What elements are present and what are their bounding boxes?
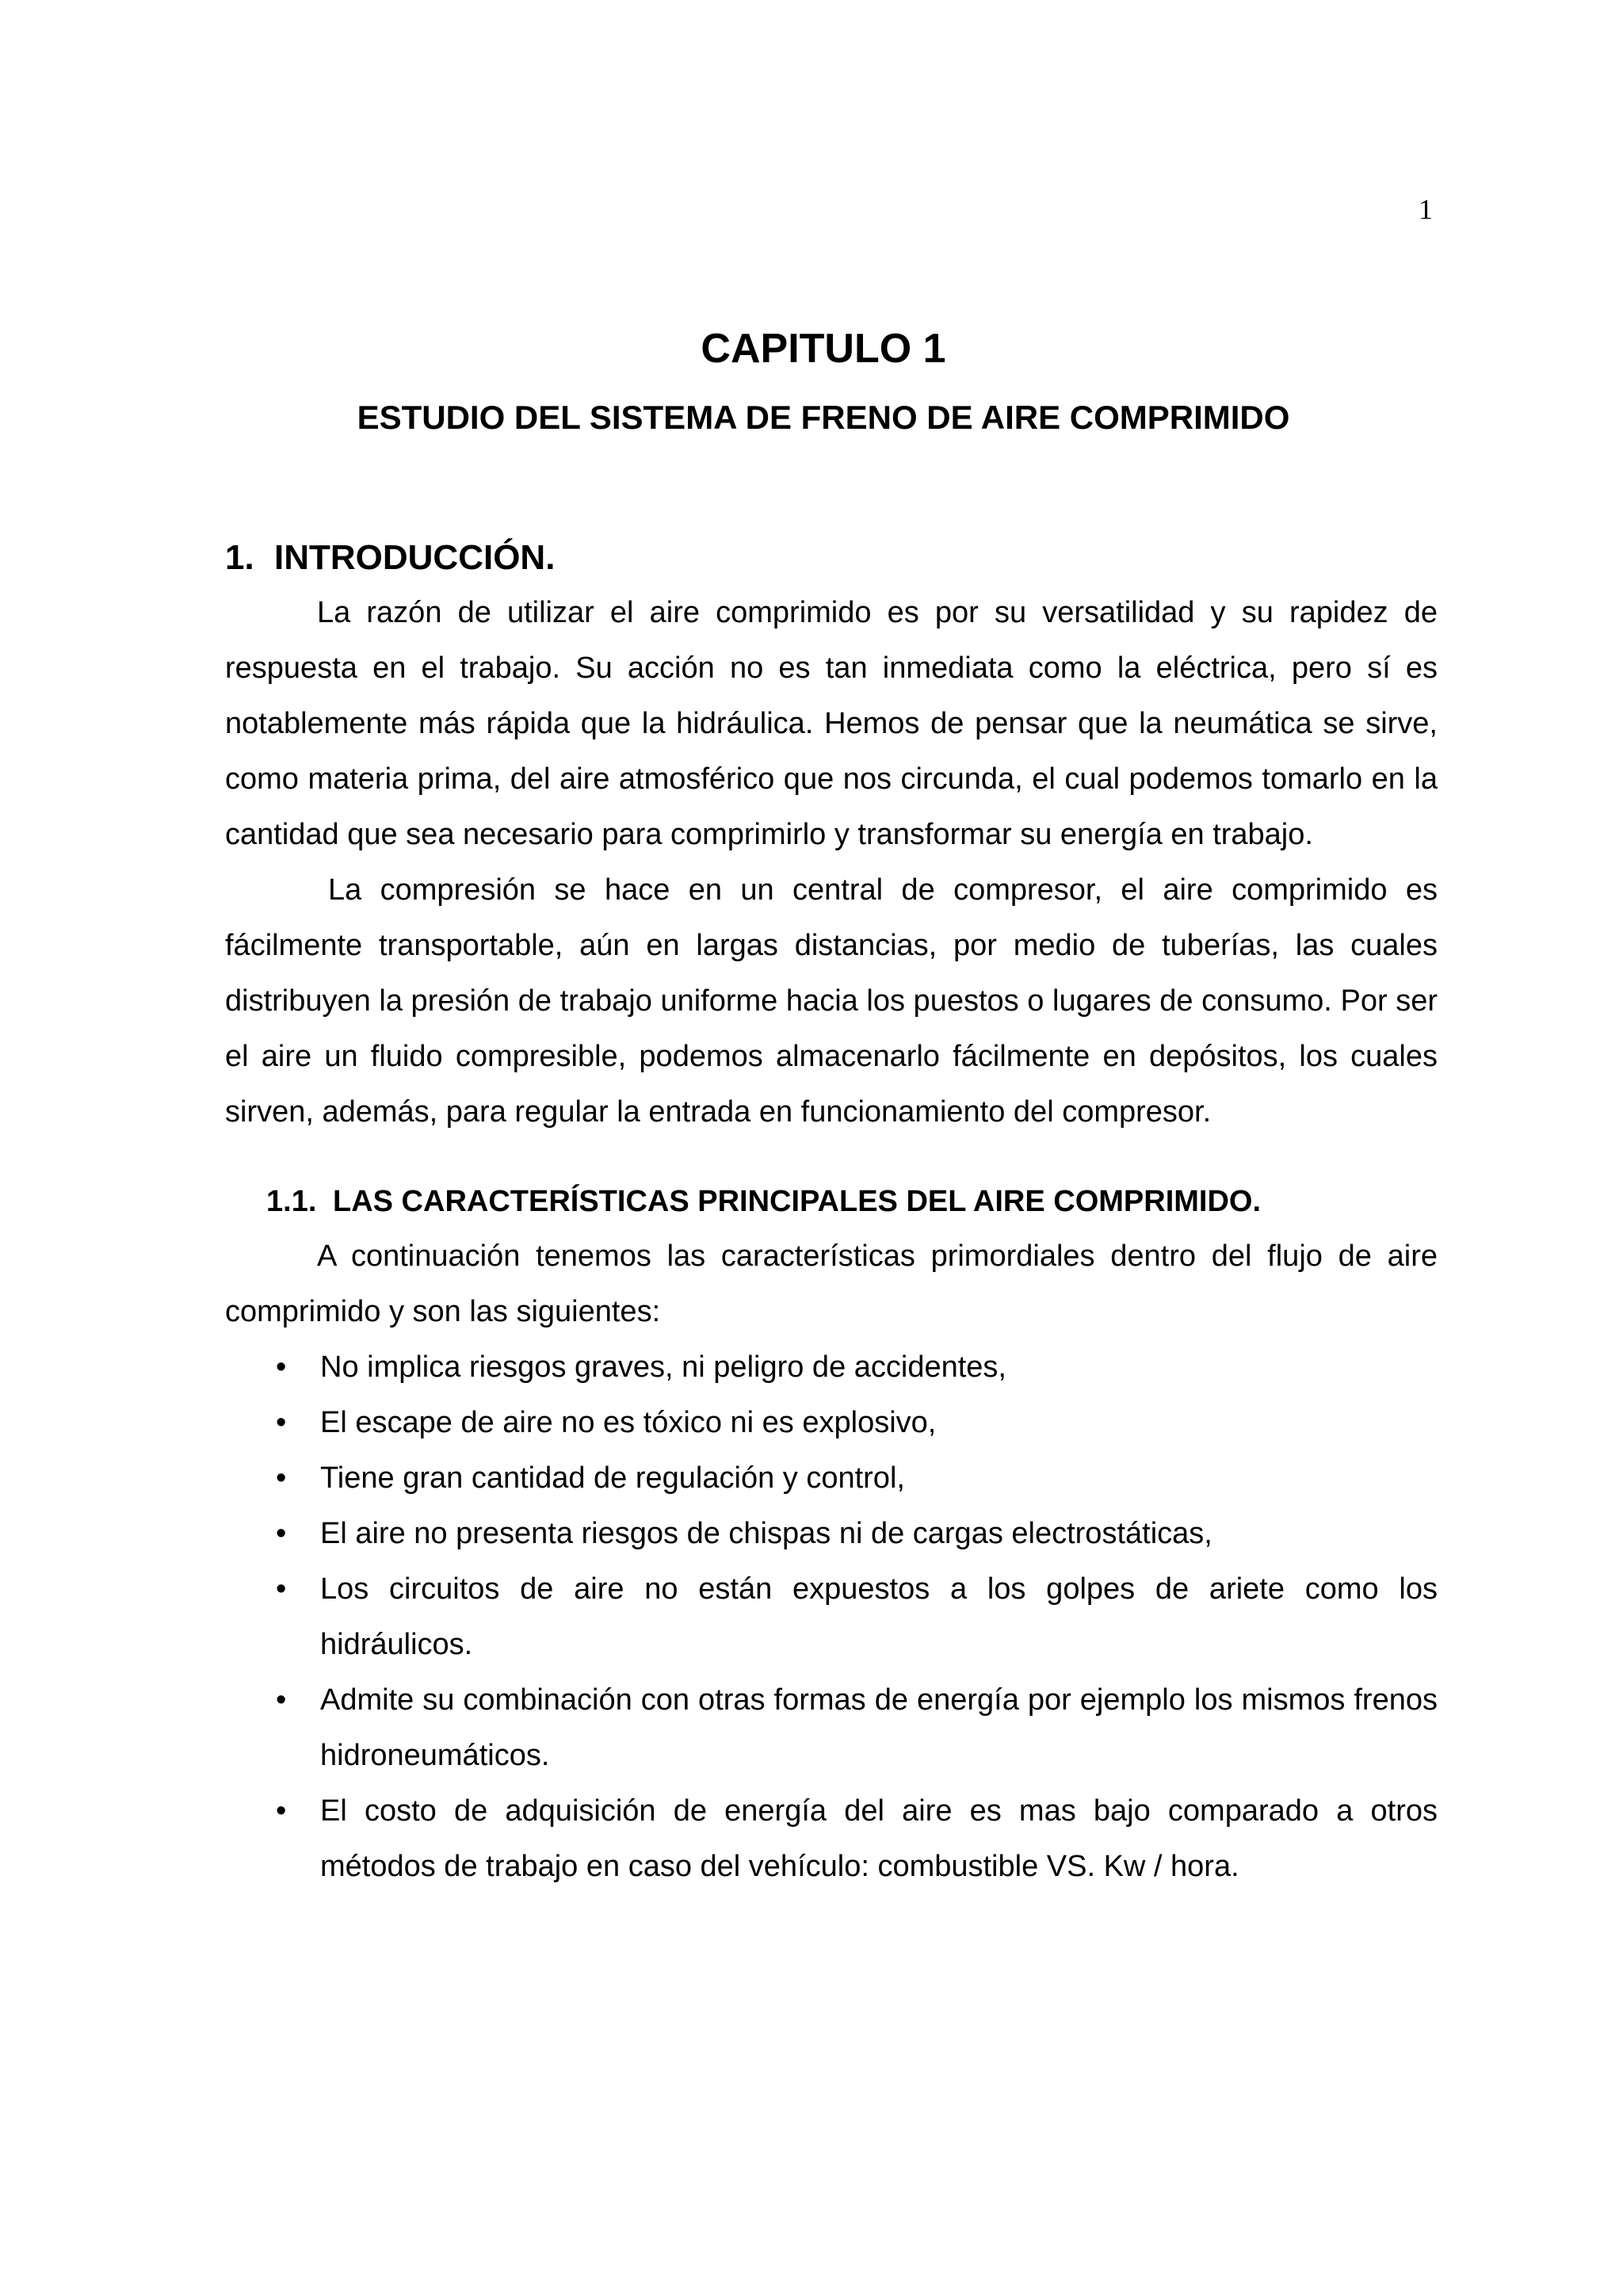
list-item [225, 1395, 1438, 1450]
bullet-icon: • [276, 1461, 287, 1495]
list-item-text: Admite su combinación con otras formas de energía por ejemplo los mismos frenos hidroneumáticos. [320, 1683, 1438, 1772]
bullet-icon: • [276, 1572, 287, 1606]
list-item-text: Tiene gran cantidad de regulación y control, [320, 1461, 905, 1495]
chapter-title: CAPITULO 1 [701, 326, 946, 372]
subsection-number: 1.1. [266, 1185, 317, 1218]
list-item [225, 1450, 1438, 1506]
list-item-text: El costo de adquisición de energía del aire es mas bajo comparado a otros métodos de trabajo en caso del vehículo: combustible VS. Kw / hora. [320, 1794, 1438, 1883]
list-item [225, 1783, 1438, 1894]
list-item [225, 1339, 1438, 1395]
list-item-text: El aire no presenta riesgos de chispas ni de cargas electrostáticas, [320, 1517, 1212, 1550]
bullet-icon: • [276, 1350, 287, 1384]
subsection-heading-caracteristicas [266, 1178, 1438, 1225]
list-item [225, 1506, 1438, 1561]
section-heading-introduccion [225, 534, 1438, 582]
page-body [225, 534, 1438, 1894]
list-item-text: Los circuitos de aire no están expuestos a los golpes de ariete como los hidráulicos. [320, 1572, 1438, 1661]
list-item [225, 1561, 1438, 1672]
bullet-icon: • [276, 1406, 287, 1439]
paragraph-caracteristicas-intro: A continuación tenemos las características primordiales dentro del flujo de aire comprimido y son las siguientes: [225, 1240, 1438, 1328]
section-number: 1. [225, 538, 254, 577]
characteristics-list [225, 1339, 1438, 1894]
paragraph-intro-1: La razón de utilizar el aire comprimido es por su versatilidad y su rapidez de respuesta en el trabajo. Su acción no es tan inmediata como la eléctrica, pero sí es notablemente más rápida que la hidráulica. Hemos de pensar que la neumática se sirve, como materia prima, del aire atmosférico que nos circunda, el cual podemos tomarlo en la cantidad que sea necesario para comprimirlo y transformar su energía en trabajo. [225, 596, 1438, 851]
list-item-text: El escape de aire no es tóxico ni es explosivo, [320, 1406, 937, 1439]
bullet-icon: • [276, 1683, 287, 1717]
paragraph-intro-2: La compresión se hace en un central de compresor, el aire comprimido es fácilmente transportable, aún en largas distancias, por medio de tuberías, las cuales distribuyen la presión de trabajo uniforme hacia los puestos o lugares de consumo. Por ser el aire un fluido compresible, podemos almacenarlo fácilmente en depósitos, los cuales sirven, además, para regular la entrada en funcionamiento del compresor. [225, 873, 1438, 1129]
subsection-title: LAS CARACTERÍSTICAS PRINCIPALES DEL AIRE COMPRIMIDO. [333, 1185, 1262, 1218]
list-item-text: No implica riesgos graves, ni peligro de accidentes, [320, 1350, 1006, 1384]
bullet-icon: • [276, 1794, 287, 1828]
section-title: INTRODUCCIÓN. [274, 538, 556, 577]
page-number: 1 [1419, 193, 1433, 225]
chapter-subtitle: ESTUDIO DEL SISTEMA DE FRENO DE AIRE COMPRIMIDO [357, 399, 1290, 436]
list-item [225, 1672, 1438, 1783]
bullet-icon: • [276, 1517, 287, 1550]
